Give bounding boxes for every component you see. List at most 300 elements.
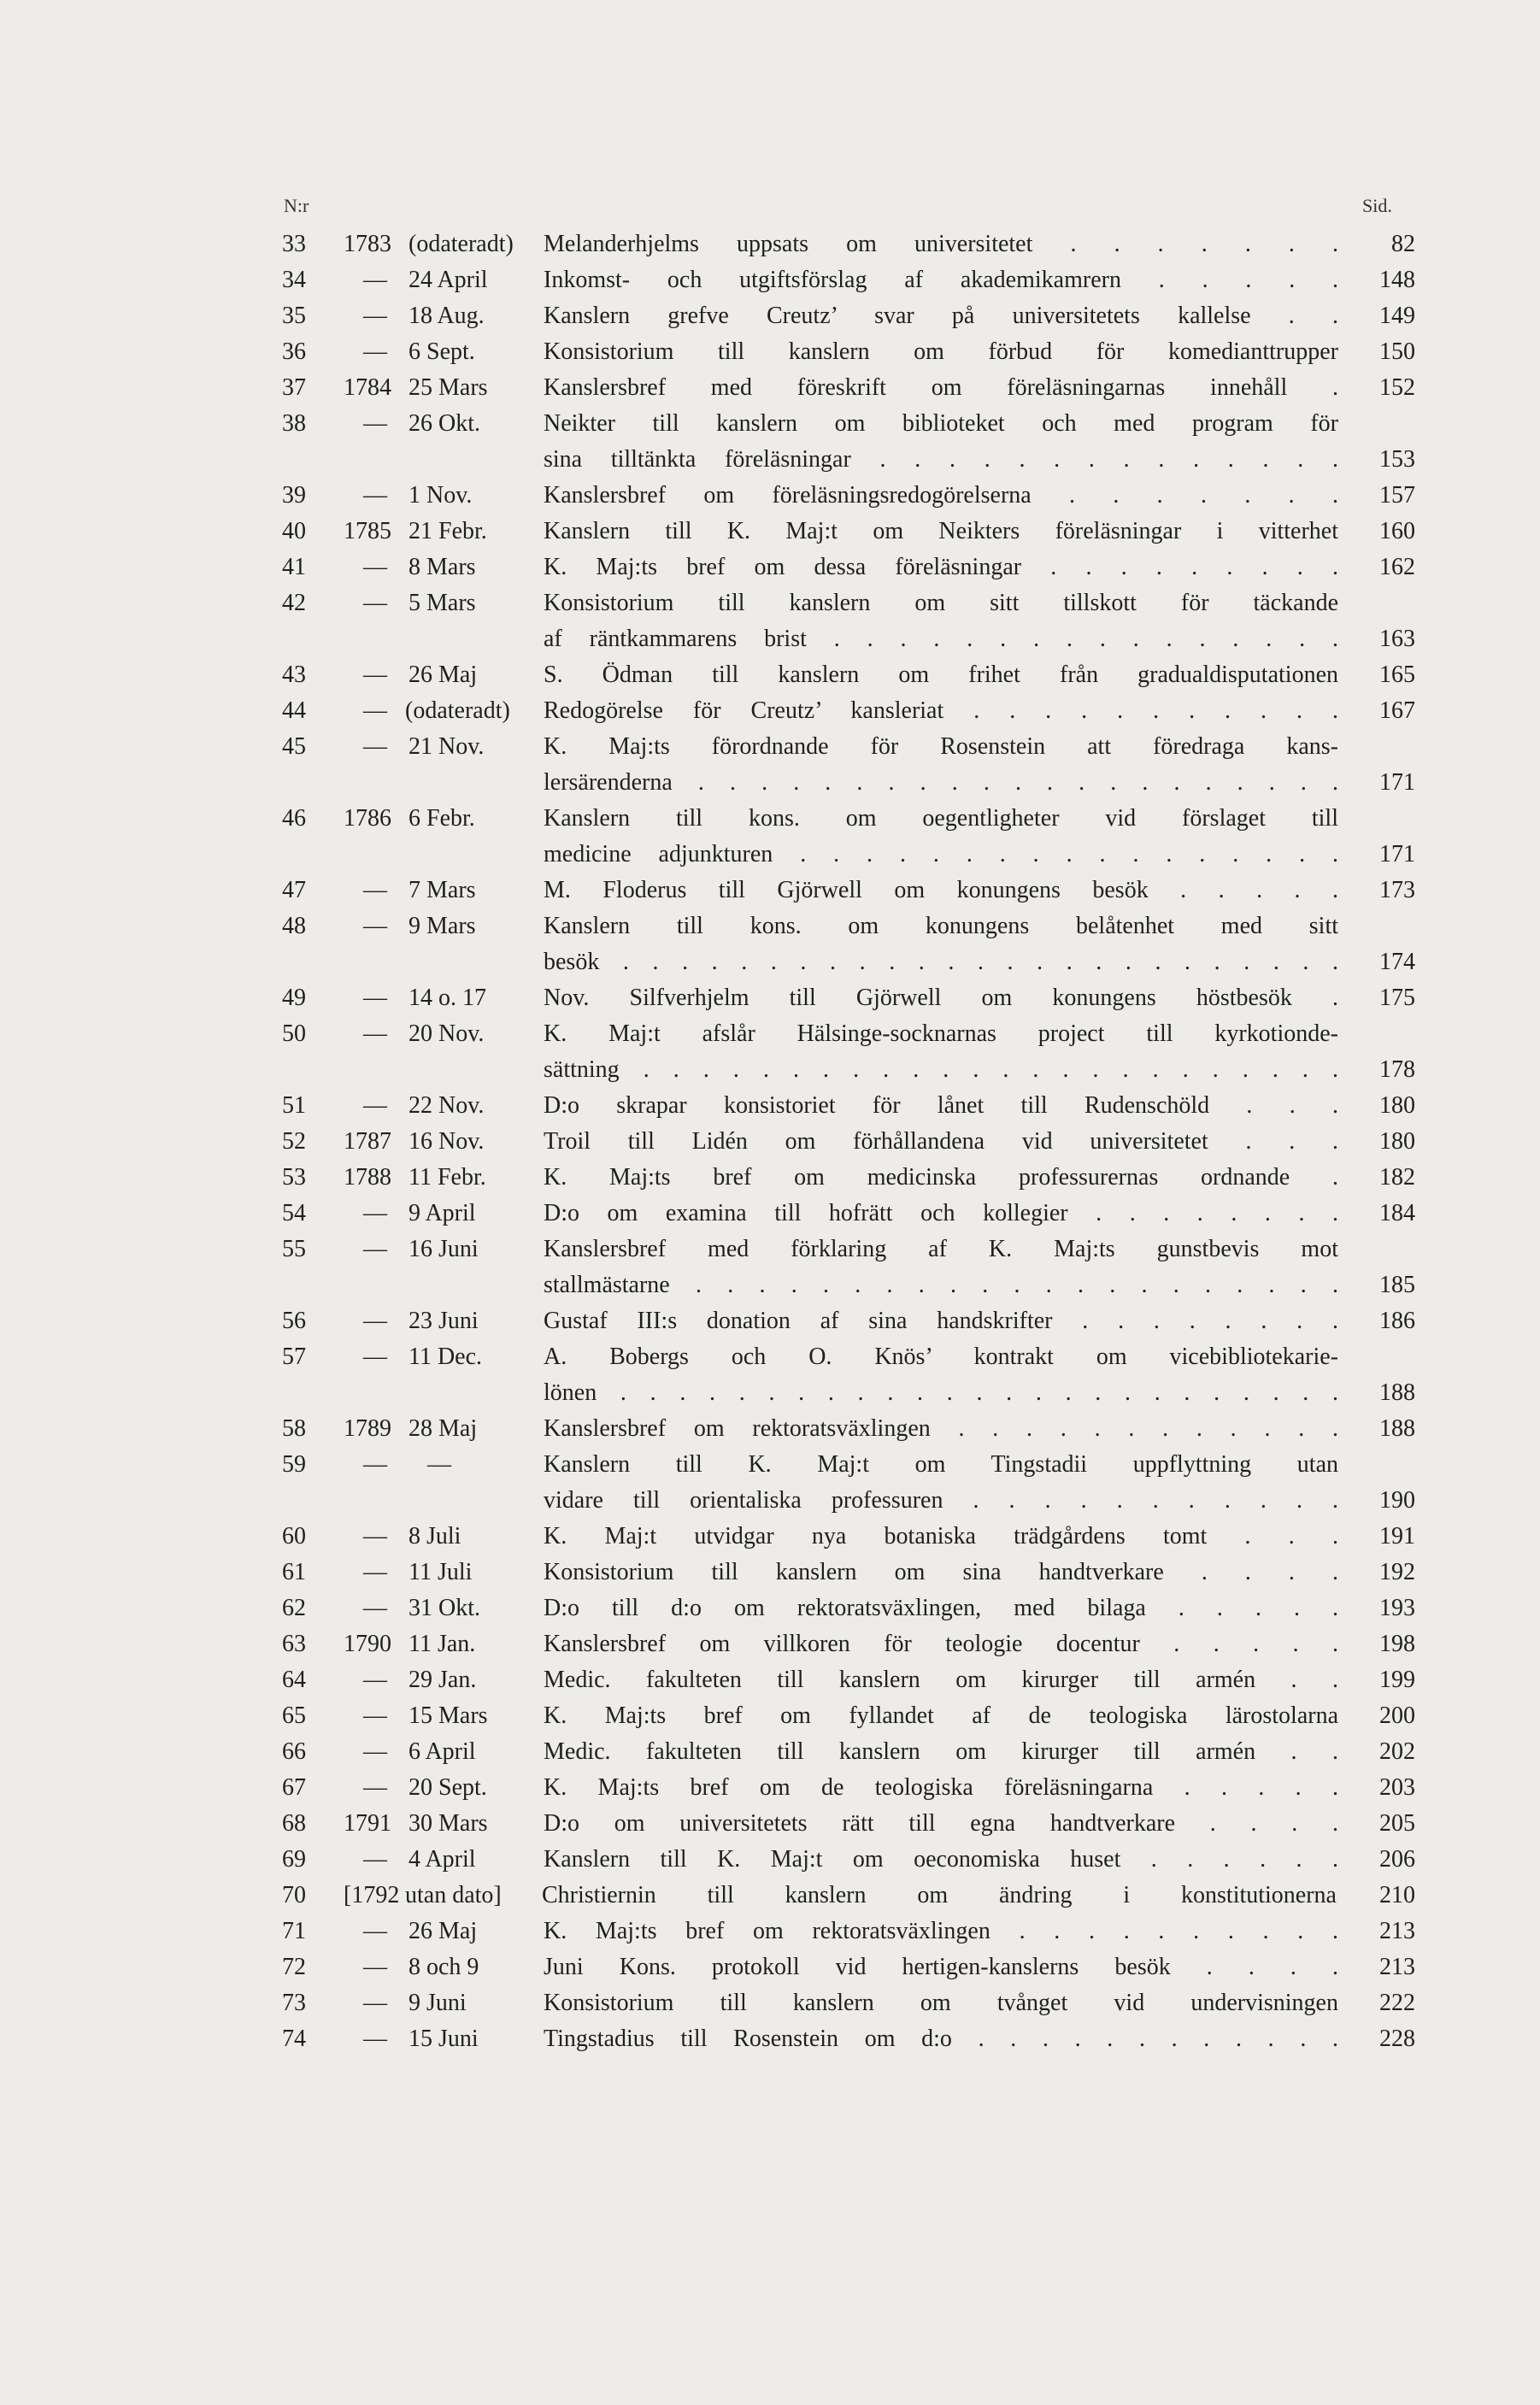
entry-date: 8 och 9 <box>409 1954 479 1980</box>
entry-page: 192 <box>1379 1559 1415 1585</box>
entry-number: 64 <box>282 1667 306 1693</box>
entry-number: 66 <box>282 1738 306 1765</box>
entry-title: Konsistorium till kanslern om sitt tillskott för täckande <box>544 590 1338 616</box>
entry-year: — <box>363 1092 387 1119</box>
entry-date: 9 Juni <box>409 1990 467 2016</box>
entry-year: — <box>363 985 387 1011</box>
entry-page: 202 <box>1379 1738 1415 1765</box>
entry-date: 26 Maj <box>409 1918 478 1944</box>
entry-line <box>0 1626 1540 1662</box>
entry-page: 148 <box>1379 267 1415 293</box>
entry-date: 6 Sept. <box>409 338 475 365</box>
entry-title: Inkomst- och utgiftsförslag af akademikamrern . . . . . <box>544 267 1338 293</box>
entry-title: af räntkammarens brist . . . . . . . . . . . . . . . . <box>544 626 1338 652</box>
entry-line <box>0 406 1540 442</box>
list-item <box>0 1734 1540 1770</box>
entry-date: 30 Mars <box>409 1810 488 1837</box>
entry-title: Kanslersbref om föreläsningsredogörelserna . . . . . . . <box>544 482 1338 509</box>
entry-title: medicine adjunkturen . . . . . . . . . . . . . . . . . <box>544 841 1338 867</box>
list-item <box>0 1698 1540 1734</box>
entry-line <box>0 262 1540 298</box>
entry-number: 59 <box>282 1451 306 1478</box>
entry-number: 68 <box>282 1810 306 1837</box>
list-item <box>0 334 1540 370</box>
entry-number: 71 <box>282 1918 306 1944</box>
entry-line <box>0 1555 1540 1591</box>
entry-page: 228 <box>1379 2026 1415 2052</box>
entry-number: 67 <box>282 1774 306 1801</box>
entry-title: Medic. fakulteten till kanslern om kirurger till armén . . <box>544 1738 1338 1765</box>
entry-number: 46 <box>282 805 306 832</box>
entry-date: (odateradt) <box>409 231 514 257</box>
entry-number: 40 <box>282 518 306 544</box>
entry-page: 198 <box>1379 1631 1415 1657</box>
list-item <box>0 729 1540 801</box>
entry-title: Kanslern till kons. om oegentligheter vid förslaget till <box>544 805 1338 832</box>
entry-year: 1784 <box>344 374 391 401</box>
entry-number: 50 <box>282 1020 306 1047</box>
entry-line <box>0 1411 1540 1447</box>
entry-page: 150 <box>1379 338 1415 365</box>
entry-number: 58 <box>282 1415 306 1442</box>
entry-number: 53 <box>282 1164 306 1191</box>
entry-number: 72 <box>282 1954 306 1980</box>
entry-line <box>0 1052 1540 1088</box>
entry-year: [1792 <box>344 1882 400 1908</box>
entry-number: 48 <box>282 913 306 939</box>
list-item <box>0 1555 1540 1591</box>
list-item <box>0 1626 1540 1662</box>
entry-line <box>0 1591 1540 1626</box>
list-item <box>0 478 1540 514</box>
entry-page: 205 <box>1379 1810 1415 1837</box>
entry-number: 45 <box>282 733 306 760</box>
entry-date: 18 Aug. <box>409 303 485 329</box>
entry-number: 38 <box>282 410 306 437</box>
entry-date: 6 April <box>409 1738 476 1765</box>
entry-year: — <box>363 2026 387 2052</box>
entry-year: — <box>363 410 387 437</box>
entry-title: Medic. fakulteten till kanslern om kirurger till armén . . <box>544 1667 1338 1693</box>
entry-date: 15 Mars <box>409 1702 488 1729</box>
entry-date: 6 Febr. <box>409 805 475 832</box>
entry-date: 14 o. 17 <box>409 985 486 1011</box>
entry-number: 70 <box>282 1882 306 1908</box>
entry-page: 193 <box>1379 1595 1415 1621</box>
entry-date: 21 Nov. <box>409 733 485 760</box>
list-item <box>0 1949 1540 1985</box>
entry-year: 1786 <box>344 805 391 832</box>
entry-page: 163 <box>1379 626 1415 652</box>
entry-number: 43 <box>282 662 306 688</box>
entry-page: 213 <box>1379 1918 1415 1944</box>
entry-year: 1787 <box>344 1128 391 1155</box>
entry-page: 152 <box>1379 374 1415 401</box>
entry-year: — <box>363 1667 387 1693</box>
entry-date: utan dato] <box>405 1882 502 1908</box>
entry-line <box>0 1339 1540 1375</box>
list-item <box>0 1770 1540 1806</box>
entry-title: Konsistorium till kanslern om sina handtverkare . . . . <box>544 1559 1338 1585</box>
entry-date: 16 Juni <box>409 1236 479 1262</box>
entry-line <box>0 980 1540 1016</box>
entry-number: 62 <box>282 1595 306 1621</box>
entry-line <box>0 478 1540 514</box>
entry-title: K. Maj:ts bref om rektoratsväxlingen . . . . . . . . . . <box>544 1918 1338 1944</box>
list-item <box>0 226 1540 262</box>
entry-year: — <box>363 1451 387 1478</box>
entry-year: — <box>363 1020 387 1047</box>
list-item <box>0 693 1540 729</box>
entry-date: 11 Dec. <box>409 1344 483 1370</box>
entry-title: S. Ödman till kanslern om frihet från gradualdisputationen <box>544 662 1338 688</box>
entry-number: 60 <box>282 1523 306 1549</box>
entry-line <box>0 514 1540 550</box>
entry-line <box>0 1232 1540 1267</box>
entry-year: 1783 <box>344 231 391 257</box>
entry-year: 1791 <box>344 1810 391 1837</box>
entry-line <box>0 550 1540 585</box>
entry-number: 69 <box>282 1846 306 1873</box>
entry-title: besök . . . . . . . . . . . . . . . . . . . . . . . . . <box>544 949 1338 975</box>
entry-title: lönen . . . . . . . . . . . . . . . . . . . . . . . . . <box>544 1379 1338 1406</box>
entry-year: — <box>363 303 387 329</box>
list-item <box>0 1339 1540 1411</box>
entry-line <box>0 334 1540 370</box>
entry-page: 206 <box>1379 1846 1415 1873</box>
list-item <box>0 370 1540 406</box>
entry-title: K. Maj:t utvidgar nya botaniska trädgårdens tomt . . . <box>544 1523 1338 1549</box>
entry-year: — <box>363 662 387 688</box>
entry-date: 5 Mars <box>409 590 476 616</box>
entry-title: Konsistorium till kanslern om förbud för komedianttrupper <box>544 338 1338 365</box>
list-item <box>0 585 1540 657</box>
entry-date: 8 Mars <box>409 554 476 580</box>
entry-line <box>0 298 1540 334</box>
entry-title: stallmästarne . . . . . . . . . . . . . . . . . . . . . <box>544 1272 1338 1298</box>
list-item <box>0 1411 1540 1447</box>
entry-number: 44 <box>282 697 306 724</box>
entry-number: 47 <box>282 877 306 903</box>
entry-page: 157 <box>1379 482 1415 509</box>
entry-title: sättning . . . . . . . . . . . . . . . . . . . . . . . . <box>544 1056 1338 1083</box>
entry-year: — <box>363 1774 387 1801</box>
entry-title: D:o om universitetets rätt till egna handtverkare . . . . <box>544 1810 1338 1837</box>
entry-year: — <box>363 697 387 724</box>
list-item <box>0 980 1540 1016</box>
list-item <box>0 1447 1540 1519</box>
entry-year: — <box>363 1918 387 1944</box>
entry-year: — <box>363 1308 387 1334</box>
entry-year: — <box>363 1954 387 1980</box>
entry-year: — <box>363 1200 387 1226</box>
entry-line <box>0 1698 1540 1734</box>
entry-line <box>0 1483 1540 1519</box>
entry-page: 153 <box>1379 446 1415 473</box>
entry-number: 41 <box>282 554 306 580</box>
entry-page: 180 <box>1379 1092 1415 1119</box>
entry-date: 31 Okt. <box>409 1595 480 1621</box>
entry-page: 171 <box>1379 769 1415 796</box>
entry-number: 57 <box>282 1344 306 1370</box>
entry-page: 188 <box>1379 1379 1415 1406</box>
entry-line <box>0 837 1540 873</box>
entry-line <box>0 1088 1540 1124</box>
entry-page: 175 <box>1379 985 1415 1011</box>
entry-number: 74 <box>282 2026 306 2052</box>
entry-title: Kanslersbref med förklaring af K. Maj:ts gunstbevis mot <box>544 1236 1338 1262</box>
entry-date: 26 Okt. <box>409 410 480 437</box>
entry-number: 65 <box>282 1702 306 1729</box>
entry-number: 54 <box>282 1200 306 1226</box>
entry-title: vidare till orientaliska professuren . . . . . . . . . . . <box>544 1487 1338 1514</box>
entry-number: 35 <box>282 303 306 329</box>
entry-number: 36 <box>282 338 306 365</box>
entry-title: Kanslersbref om rektoratsväxlingen . . . . . . . . . . . . <box>544 1415 1338 1442</box>
entry-year: 1790 <box>344 1631 391 1657</box>
entry-title: K. Maj:ts bref om dessa föreläsningar . . . . . . . . . <box>544 554 1338 580</box>
list-item <box>0 1914 1540 1949</box>
entry-page: 160 <box>1379 518 1415 544</box>
list-item <box>0 1196 1540 1232</box>
entry-line <box>0 1949 1540 1985</box>
entry-title: K. Maj:t afslår Hälsinge-socknarnas project till kyrkotionde- <box>544 1020 1338 1047</box>
entry-title: K. Maj:ts förordnande för Rosenstein att föredraga kans- <box>544 733 1338 760</box>
entry-line <box>0 2021 1540 2057</box>
list-item <box>0 1806 1540 1842</box>
page-column-header: Sid. <box>1362 195 1392 216</box>
entry-number: 73 <box>282 1990 306 2016</box>
entry-year: 1789 <box>344 1415 391 1442</box>
entry-year: — <box>363 1559 387 1585</box>
list-item <box>0 873 1540 908</box>
entry-line <box>0 1267 1540 1303</box>
entry-page: 178 <box>1379 1056 1415 1083</box>
entry-date: 9 Mars <box>409 913 476 939</box>
entry-page: 185 <box>1379 1272 1415 1298</box>
entry-year: — <box>363 913 387 939</box>
list-item <box>0 1985 1540 2021</box>
entry-date: 26 Maj <box>409 662 478 688</box>
entry-title: Nov. Silfverhjelm till Gjörwell om konungens höstbesök . <box>544 985 1338 1011</box>
entry-page: 184 <box>1379 1200 1415 1226</box>
list-item <box>0 550 1540 585</box>
list-item <box>0 1124 1540 1160</box>
list-item <box>0 514 1540 550</box>
entry-year: — <box>363 1990 387 2016</box>
entry-page: 182 <box>1379 1164 1415 1191</box>
entry-title: Kanslern grefve Creutz’ svar på universitetets kallelse . . <box>544 303 1338 329</box>
entry-page: 188 <box>1379 1415 1415 1442</box>
entry-date: 29 Jan. <box>409 1667 477 1693</box>
entry-page: 203 <box>1379 1774 1415 1801</box>
entry-date: 8 Juli <box>409 1523 461 1549</box>
list-item <box>0 1842 1540 1878</box>
entry-title: Christiernin till kanslern om ändring i konstitutionerna <box>542 1882 1337 1908</box>
entry-title: M. Floderus till Gjörwell om konungens besök . . . . . <box>544 877 1338 903</box>
entry-year: — <box>363 877 387 903</box>
list-item <box>0 1160 1540 1196</box>
entry-page: 186 <box>1379 1308 1415 1334</box>
entry-year: — <box>363 482 387 509</box>
entry-date: 20 Nov. <box>409 1020 485 1047</box>
entry-date: — <box>427 1451 451 1478</box>
entry-page: 190 <box>1379 1487 1415 1514</box>
entry-title: K. Maj:ts bref om medicinska professurernas ordnande . <box>544 1164 1338 1191</box>
entry-line <box>0 1806 1540 1842</box>
entry-year: — <box>363 1523 387 1549</box>
entry-date: 22 Nov. <box>409 1092 485 1119</box>
entry-list <box>0 226 1540 2057</box>
entry-year: — <box>363 267 387 293</box>
entry-date: 28 Maj <box>409 1415 478 1442</box>
entry-title: D:o skrapar konsistoriet för lånet till Rudenschöld . . . <box>544 1092 1338 1119</box>
entry-title: Juni Kons. protokoll vid hertigen-kanslerns besök . . . . <box>544 1954 1338 1980</box>
entry-page: 174 <box>1379 949 1415 975</box>
entry-title: D:o om examina till hofrätt och kollegier . . . . . . . . <box>544 1200 1338 1226</box>
entry-line <box>0 801 1540 837</box>
entry-line <box>0 1016 1540 1052</box>
entry-line <box>0 1303 1540 1339</box>
entry-line <box>0 1447 1540 1483</box>
entry-year: — <box>363 1595 387 1621</box>
entry-number: 42 <box>282 590 306 616</box>
list-item <box>0 1088 1540 1124</box>
list-item <box>0 1303 1540 1339</box>
entry-number: 33 <box>282 231 306 257</box>
entry-title: Neikter till kanslern om biblioteket och med program för <box>544 410 1338 437</box>
entry-page: 165 <box>1379 662 1415 688</box>
entry-year: — <box>363 590 387 616</box>
entry-number: 52 <box>282 1128 306 1155</box>
entry-date: 9 April <box>409 1200 476 1226</box>
entry-year: — <box>363 1738 387 1765</box>
entry-line <box>0 1914 1540 1949</box>
entry-line <box>0 908 1540 944</box>
list-item <box>0 262 1540 298</box>
list-item <box>0 406 1540 478</box>
entry-page: 173 <box>1379 877 1415 903</box>
entry-title: K. Maj:ts bref om de teologiska föreläsningarna . . . . . <box>544 1774 1338 1801</box>
entry-line <box>0 1734 1540 1770</box>
entry-title: Gustaf III:s donation af sina handskrifter . . . . . . . . <box>544 1308 1338 1334</box>
entry-title: Redogörelse för Creutz’ kansleriat . . . . . . . . . . . <box>544 697 1338 724</box>
entry-date: 21 Febr. <box>409 518 487 544</box>
entry-number: 37 <box>282 374 306 401</box>
entry-line <box>0 657 1540 693</box>
entry-year: — <box>363 1846 387 1873</box>
entry-year: — <box>363 1702 387 1729</box>
entry-page: 180 <box>1379 1128 1415 1155</box>
entry-line <box>0 442 1540 478</box>
entry-line <box>0 693 1540 729</box>
entry-line <box>0 1878 1540 1914</box>
list-item <box>0 1591 1540 1626</box>
entry-year: — <box>363 554 387 580</box>
entry-number: 61 <box>282 1559 306 1585</box>
list-item <box>0 2021 1540 2057</box>
entry-title: Kanslern till K. Maj:t om Neikters föreläsningar i vitterhet <box>544 518 1338 544</box>
entry-year: — <box>363 338 387 365</box>
entry-year: — <box>363 1236 387 1262</box>
list-item <box>0 298 1540 334</box>
entry-page: 200 <box>1379 1702 1415 1729</box>
entry-line <box>0 729 1540 765</box>
entry-number: 49 <box>282 985 306 1011</box>
entry-page: 191 <box>1379 1523 1415 1549</box>
entry-number: 55 <box>282 1236 306 1262</box>
entry-page: 210 <box>1379 1882 1415 1908</box>
entry-date: 4 April <box>409 1846 476 1873</box>
entry-line <box>0 1375 1540 1411</box>
entry-line <box>0 765 1540 801</box>
entry-line <box>0 944 1540 980</box>
list-item <box>0 1878 1540 1914</box>
entry-date: 7 Mars <box>409 877 476 903</box>
entry-date: 15 Juni <box>409 2026 479 2052</box>
list-item <box>0 1232 1540 1303</box>
list-item <box>0 908 1540 980</box>
entry-date: 1 Nov. <box>409 482 473 509</box>
entry-number: 39 <box>282 482 306 509</box>
entry-line <box>0 873 1540 908</box>
entry-line <box>0 1196 1540 1232</box>
entry-title: Kanslersbref med föreskrift om föreläsningarnas innehåll . <box>544 374 1338 401</box>
entry-line <box>0 1124 1540 1160</box>
entry-line <box>0 585 1540 621</box>
entry-number: 34 <box>282 267 306 293</box>
list-item <box>0 1519 1540 1555</box>
entry-title: K. Maj:ts bref om fyllandet af de teologiska lärostolarna <box>544 1702 1338 1729</box>
entry-year: — <box>363 1344 387 1370</box>
entry-date: 25 Mars <box>409 374 488 401</box>
list-item <box>0 801 1540 873</box>
entry-page: 162 <box>1379 554 1415 580</box>
entry-year: — <box>363 733 387 760</box>
entry-line <box>0 370 1540 406</box>
list-item <box>0 1662 1540 1698</box>
entry-line <box>0 1985 1540 2021</box>
entry-title: D:o till d:o om rektoratsväxlingen, med bilaga . . . . . <box>544 1595 1338 1621</box>
entry-title: lersärenderna . . . . . . . . . . . . . . . . . . . . . <box>544 769 1338 796</box>
entry-page: 82 <box>1391 231 1415 257</box>
entry-line <box>0 226 1540 262</box>
entry-page: 199 <box>1379 1667 1415 1693</box>
entry-number: 56 <box>282 1308 306 1334</box>
entry-title: A. Bobergs och O. Knös’ kontrakt om vicebibliotekarie- <box>544 1344 1338 1370</box>
entry-line <box>0 621 1540 657</box>
entry-date: 11 Juli <box>409 1559 473 1585</box>
entry-page: 213 <box>1379 1954 1415 1980</box>
entry-number: 63 <box>282 1631 306 1657</box>
entry-date: 11 Jan. <box>409 1631 476 1657</box>
entry-title: Kanslern till K. Maj:t om oeconomiska huset . . . . . . <box>544 1846 1338 1873</box>
list-item <box>0 1016 1540 1088</box>
entry-title: Troil till Lidén om förhållandena vid universitetet . . . <box>544 1128 1338 1155</box>
entry-line <box>0 1160 1540 1196</box>
entry-year: 1788 <box>344 1164 391 1191</box>
entry-date: 16 Nov. <box>409 1128 485 1155</box>
entry-title: Kanslern till kons. om konungens belåtenhet med sitt <box>544 913 1338 939</box>
entry-date: (odateradt) <box>405 697 510 724</box>
entry-title: sina tilltänkta föreläsningar . . . . . . . . . . . . . . <box>544 446 1338 473</box>
entry-line <box>0 1662 1540 1698</box>
entry-page: 222 <box>1379 1990 1415 2016</box>
entry-date: 23 Juni <box>409 1308 479 1334</box>
entry-line <box>0 1770 1540 1806</box>
entry-title: Melanderhjelms uppsats om universitetet . . . . . . . <box>544 231 1338 257</box>
entry-page: 149 <box>1379 303 1415 329</box>
